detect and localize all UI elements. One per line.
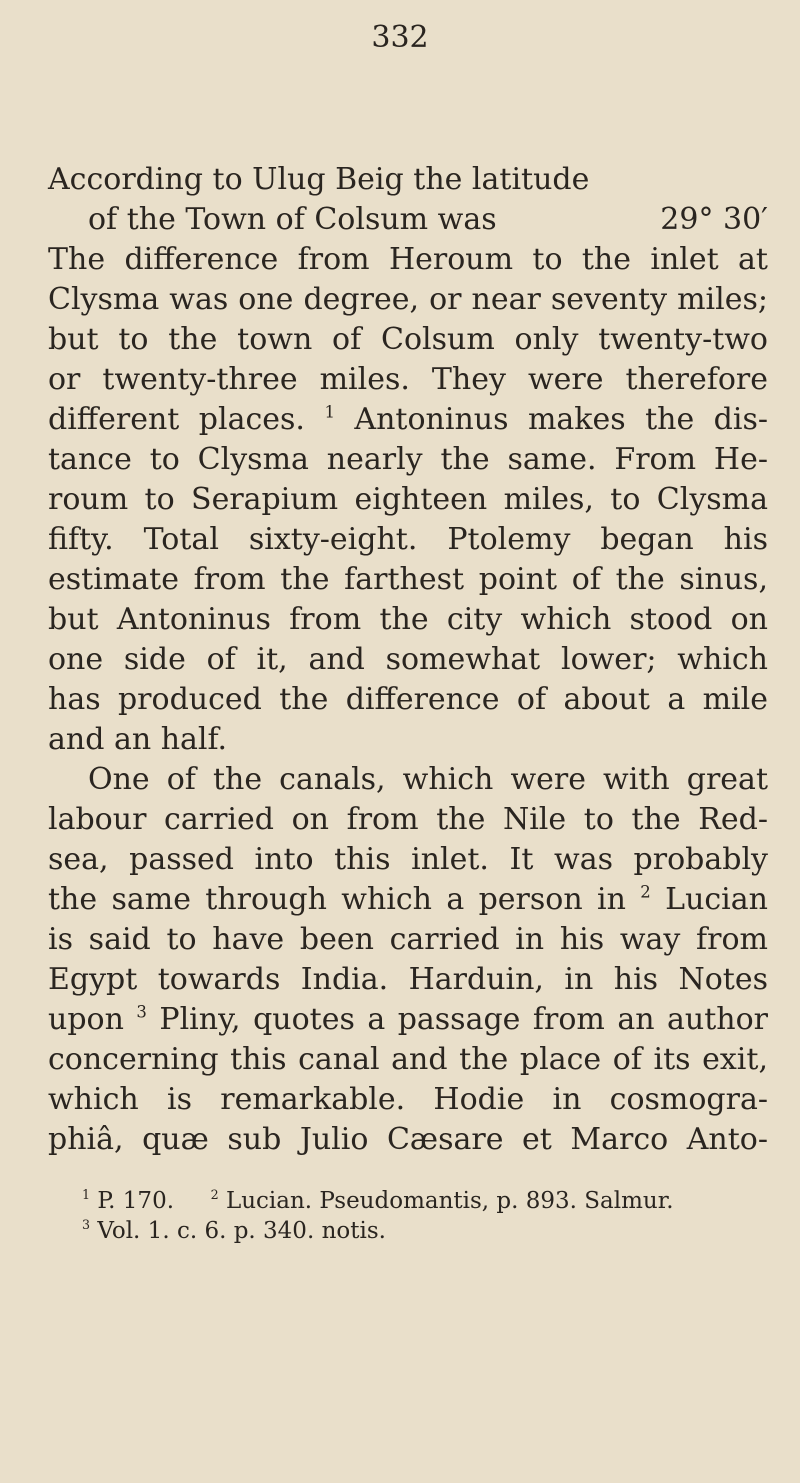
text-line: one side of it, and somewhat lower; which <box>48 642 768 677</box>
footnote-mark: 1 <box>324 402 335 422</box>
text-line: has produced the difference of about a mile <box>48 682 768 717</box>
footnote-text: Lucian. Pseudomantis, p. 893. Salmur. <box>225 1188 674 1214</box>
text-line: labour carried on from the Nile to the Red- <box>48 802 768 837</box>
footnote-mark: 1 <box>82 1187 91 1203</box>
text-line: Clysma was one degree, or near seventy miles; <box>48 282 768 317</box>
text-line: roum to Serapium eighteen miles, to Clysma <box>48 482 768 517</box>
text-line: One of the canals, which were with great <box>88 762 768 797</box>
text-line <box>48 880 768 920</box>
text-line: and an half. <box>48 722 228 757</box>
text-segment: Antoninus makes the dis- <box>354 402 768 437</box>
text-line: concerning this canal and the place of its exit, <box>48 1042 768 1077</box>
text-line: According to Ulug Beig the latitude <box>48 162 590 197</box>
footnote-mark: 2 <box>210 1187 219 1203</box>
text-line: tance to Clysma nearly the same. From He- <box>48 442 768 477</box>
footnote-mark: 3 <box>82 1217 91 1233</box>
latitude-value: 29° 30′ <box>660 202 768 237</box>
text-line <box>48 1000 768 1040</box>
text-line: The difference from Heroum to the inlet at <box>48 242 768 277</box>
footnote-text: Vol. 1. c. 6. p. 340. notis. <box>97 1218 386 1244</box>
footnote-line <box>82 1216 768 1246</box>
text-line: fifty. Total sixty-eight. Ptolemy began his <box>48 522 768 557</box>
text-segment: upon <box>48 1002 124 1037</box>
text-segment: the same through which a person in <box>48 882 626 917</box>
footnote-line <box>82 1186 768 1216</box>
text-line: of the Town of Colsum was <box>88 202 497 237</box>
text-segment: Pliny, quotes a passage from an author <box>159 1002 768 1037</box>
text-line: Egypt towards India. Harduin, in his Notes <box>48 962 768 997</box>
text-line: which is remarkable. Hodie in cosmogra- <box>48 1082 768 1117</box>
text-line: phiâ, quæ sub Julio Cæsare et Marco Anto- <box>48 1122 768 1157</box>
text-line: or twenty-three miles. They were therefore <box>48 362 768 397</box>
text-line: but Antoninus from the city which stood on <box>48 602 768 637</box>
text-line: but to the town of Colsum only twenty-two <box>48 322 768 357</box>
text-line: sea, passed into this inlet. It was probably <box>48 842 768 877</box>
text-line <box>48 400 768 440</box>
text-segment: different places. <box>48 402 305 437</box>
footnote-mark: 2 <box>640 882 651 902</box>
footnote-text: P. 170. <box>97 1188 175 1214</box>
text-line: is said to have been carried in his way from <box>48 922 768 957</box>
page-number: 332 <box>371 20 429 55</box>
text-line: estimate from the farthest point of the sinus, <box>48 562 768 597</box>
text-segment: Lucian <box>665 882 768 917</box>
footnote-mark: 3 <box>136 1002 147 1022</box>
